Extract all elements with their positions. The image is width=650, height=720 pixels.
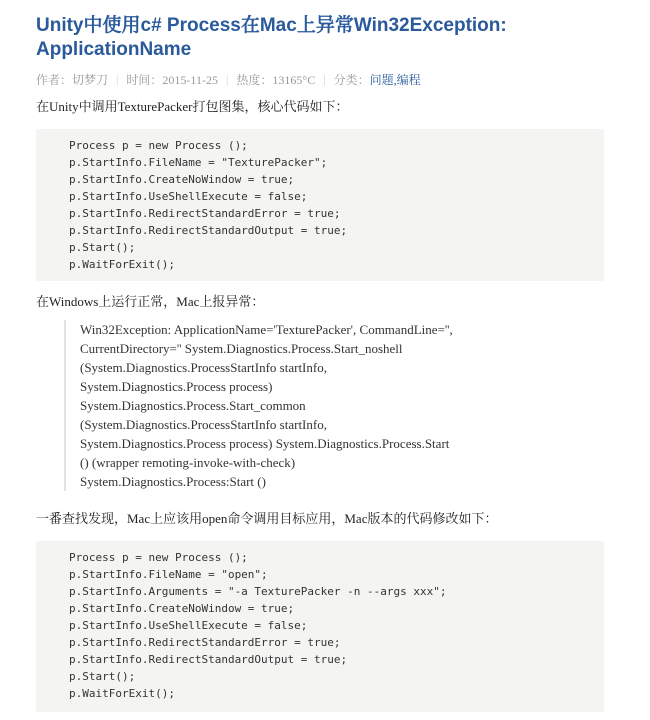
meta-author: 作者：切梦刀 [36, 72, 109, 87]
quote-line: (System.Diagnostics.ProcessStartInfo startInfo, [80, 417, 327, 432]
code-line: p.StartInfo.CreateNoWindow = true; [69, 173, 295, 186]
code-line: p.Start(); [69, 241, 136, 254]
code-line: Process p = new Process (); [69, 551, 248, 564]
code-line: p.StartInfo.RedirectStandardOutput = true; [69, 224, 348, 237]
meta-category-link[interactable]: 问题,编程 [369, 72, 421, 87]
intro-paragraph: 在Unity中调用TexturePacker打包图集，核心代码如下： [36, 99, 349, 114]
code-line: p.StartInfo.UseShellExecute = false; [69, 190, 308, 203]
code-block-windows [36, 129, 604, 281]
meta-category-label: 分类： [333, 72, 370, 87]
meta-divider: | [225, 71, 229, 86]
code-line: p.StartInfo.RedirectStandardOutput = true; [69, 653, 348, 666]
code-line: p.StartInfo.UseShellExecute = false; [69, 619, 308, 632]
code-line: p.StartInfo.CreateNoWindow = true; [69, 602, 295, 615]
article-title-line-2: ApplicationName [36, 39, 192, 60]
meta-divider: | [116, 71, 119, 86]
code-line: p.StartInfo.FileName = "open"; [69, 568, 268, 581]
code-block-mac [36, 541, 604, 712]
quote-line: CurrentDirectory='' System.Diagnostics.Process.Start_noshell [80, 341, 403, 356]
code-line: p.StartInfo.Arguments = "-a TexturePacker -n --args xxx"; [69, 585, 447, 598]
quote-line: Win32Exception: ApplicationName='TexturePacker', CommandLine='', [80, 322, 453, 337]
quote-line: (System.Diagnostics.ProcessStartInfo startInfo, [80, 360, 327, 375]
quote-line: () (wrapper remoting-invoke-with-check) [80, 455, 296, 470]
meta-divider: | [323, 71, 326, 86]
code-line: p.WaitForExit(); [69, 258, 175, 271]
quote-line: System.Diagnostics.Process process) System.Diagnostics.Process.Start [80, 436, 450, 451]
quote-line: System.Diagnostics.Process process) [80, 379, 273, 394]
code-line: p.WaitForExit(); [69, 687, 175, 700]
article-title-line-1: Unity中使用c# Process在Mac上异常Win32Exception: [36, 15, 507, 36]
article-meta [36, 71, 421, 87]
code-line: Process p = new Process (); [69, 139, 248, 152]
quote-line: System.Diagnostics.Process.Start_common [80, 398, 306, 413]
article-title [36, 14, 606, 62]
code-line: p.StartInfo.RedirectStandardError = true; [69, 207, 341, 220]
error-paragraph: 在Windows上运行正常，Mac上报异常： [36, 294, 265, 309]
meta-heat: 热度：13165°C [236, 72, 316, 87]
exception-quote [64, 320, 600, 491]
fix-paragraph: 一番查找发现，Mac上应该用open命令调用目标应用，Mac版本的代码修改如下： [36, 511, 498, 526]
meta-time: 时间：2015-11-25 [126, 72, 218, 87]
code-line: p.StartInfo.FileName = "TexturePacker"; [69, 156, 328, 169]
code-line: p.StartInfo.RedirectStandardError = true; [69, 636, 341, 649]
code-line: p.Start(); [69, 670, 136, 683]
quote-line: System.Diagnostics.Process:Start () [80, 474, 266, 489]
